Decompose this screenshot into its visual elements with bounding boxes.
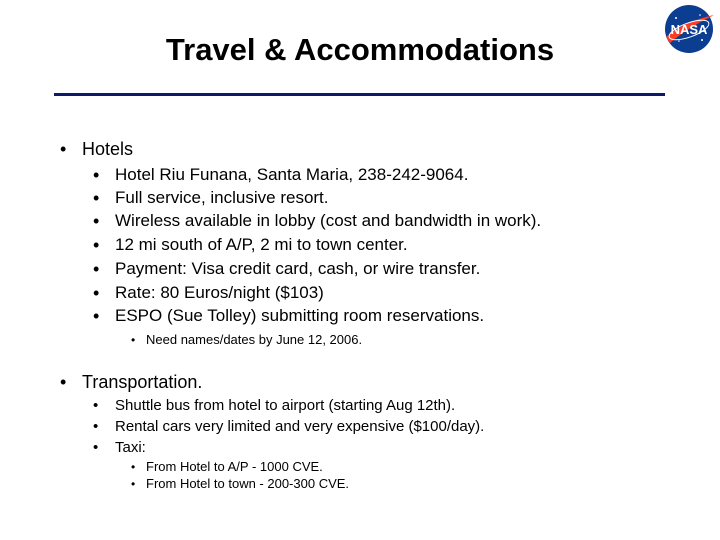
hotels-heading: Hotels [82,139,134,159]
slide-title: Travel & Accommodations [165,32,555,67]
bullet: • [93,211,100,231]
transportation-heading: Transportation. [82,372,203,392]
transport-sub-item: From Hotel to town - 200-300 CVE. [146,476,350,491]
bullet: • [60,372,67,392]
hotel-sub-item: Need names/dates by June 12, 2006. [146,332,363,347]
hotel-item: Hotel Riu Funana, Santa Maria, 238-242-9064. [115,165,469,184]
bullet: • [93,439,99,456]
hotel-item: Full service, inclusive resort. [115,188,329,207]
bullet: • [60,139,67,159]
bullet: • [93,188,100,208]
transport-item: Taxi: [115,439,146,456]
transport-item: Rental cars very limited and very expensive ($100/day). [115,418,485,435]
hotel-item: Payment: Visa credit card, cash, or wire transfer. [115,259,481,278]
bullet: • [131,460,136,474]
hotel-item: Rate: 80 Euros/night ($103) [115,283,324,302]
bullet: • [131,333,136,347]
bullet: • [93,283,100,303]
hotel-item: 12 mi south of A/P, 2 mi to town center. [115,235,408,254]
nasa-logo-icon [662,3,716,55]
bullet: • [93,418,99,435]
transport-item: Shuttle bus from hotel to airport (starting Aug 12th). [115,397,456,414]
nasa-logo-text: NASA [670,22,708,37]
transport-sub-item: From Hotel to A/P - 1000 CVE. [146,459,323,474]
bullet: • [93,306,100,326]
bullet: • [93,397,99,414]
bullet: • [93,259,100,279]
bullet: • [131,477,136,491]
bullet: • [93,165,100,185]
title-underline [54,93,665,96]
hotel-item: ESPO (Sue Tolley) submitting room reservations. [115,306,485,325]
hotel-item: Wireless available in lobby (cost and bandwidth in work). [115,211,542,230]
bullet: • [93,235,100,255]
